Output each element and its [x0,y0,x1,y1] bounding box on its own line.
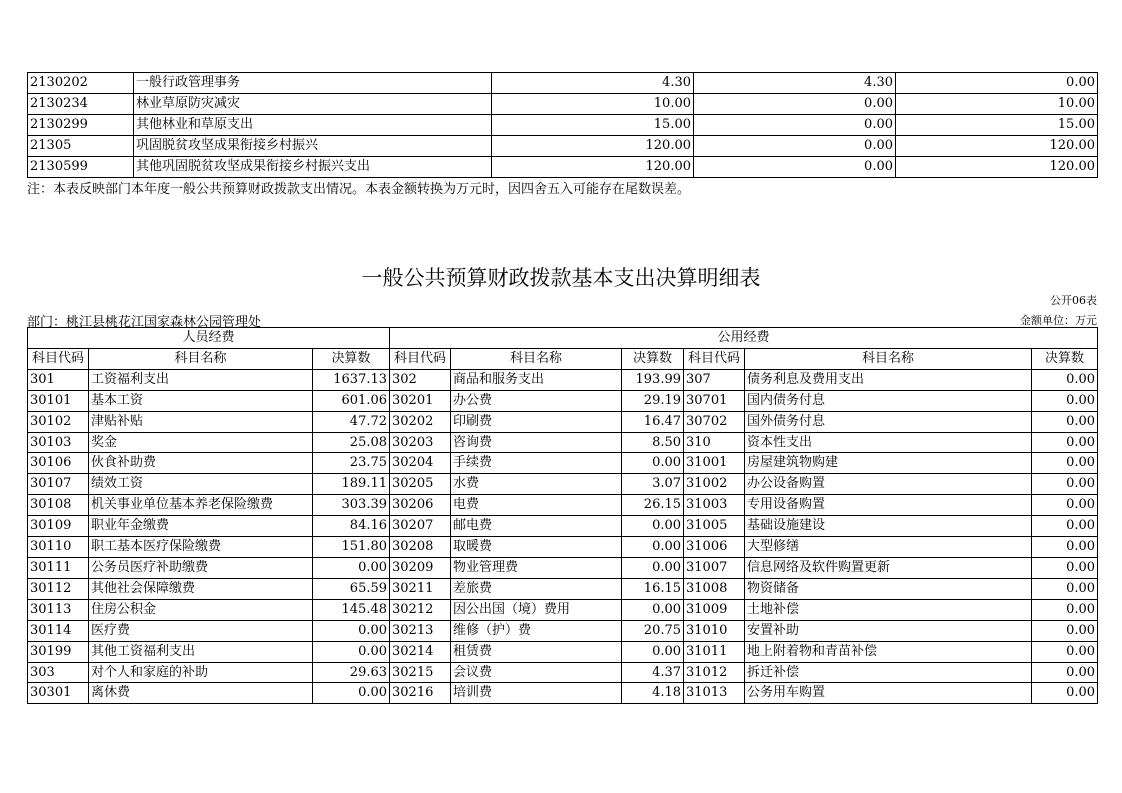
public-name-cell: 土地补偿 [745,599,1032,620]
personnel-amount-cell: 84.16 [313,516,390,537]
public-code-cell: 30209 [390,557,451,578]
public-amount-cell: 16.47 [622,411,684,432]
subject-code-cell: 2130202 [28,73,134,94]
subject-name-cell: 一般行政管理事务 [134,73,492,94]
public-name-cell: 邮电费 [451,516,622,537]
public-name-cell: 差旅费 [451,578,622,599]
public-name-cell: 信息网络及软件购置更新 [745,557,1032,578]
public-code-cell: 31005 [684,516,745,537]
personnel-name-cell: 基本工资 [89,390,313,411]
table-row [28,474,1098,495]
personnel-code-cell: 30111 [28,557,89,578]
subject-code-cell: 2130234 [28,94,134,115]
public-code-cell: 31007 [684,557,745,578]
group-header-row [28,328,1098,349]
table-row [28,557,1098,578]
project-amount-cell: 10.00 [896,94,1098,115]
column-header-name: 科目名称 [89,348,313,369]
public-code-cell: 30214 [390,641,451,662]
public-code-cell: 307 [684,369,745,390]
personnel-name-cell: 住房公积金 [89,599,313,620]
personnel-code-cell: 30107 [28,474,89,495]
public-code-cell: 30702 [684,411,745,432]
personnel-code-cell: 30106 [28,453,89,474]
public-amount-cell: 0.00 [1032,537,1098,558]
personnel-amount-cell: 0.00 [313,683,390,704]
personnel-code-cell: 30301 [28,683,89,704]
public-name-cell: 物资储备 [745,578,1032,599]
public-amount-cell: 0.00 [1032,599,1098,620]
public-amount-cell: 0.00 [622,537,684,558]
public-name-cell: 办公设备购置 [745,474,1032,495]
column-header-code: 科目代码 [390,348,451,369]
column-header-amount: 决算数 [622,348,684,369]
personnel-name-cell: 职工基本医疗保险缴费 [89,537,313,558]
department-label: 部门：桃江县桃花江国家森林公园管理处 [27,315,262,330]
personnel-amount-cell: 25.08 [313,432,390,453]
public-name-cell: 安置补助 [745,620,1032,641]
public-amount-cell: 0.00 [1032,516,1098,537]
personnel-name-cell: 医疗费 [89,620,313,641]
public-code-cell: 30201 [390,390,451,411]
public-code-cell: 30211 [390,578,451,599]
personnel-name-cell: 离休费 [89,683,313,704]
public-code-cell: 30204 [390,453,451,474]
subject-name-cell: 巩固脱贫攻坚成果衔接乡村振兴 [134,136,492,157]
table-row [28,390,1098,411]
public-name-cell: 地上附着物和青苗补偿 [745,641,1032,662]
public-code-cell: 30202 [390,411,451,432]
public-code-cell: 31012 [684,662,745,683]
public-amount-cell: 4.18 [622,683,684,704]
public-amount-cell: 0.00 [1032,474,1098,495]
project-amount-cell: 120.00 [896,136,1098,157]
personnel-amount-cell: 47.72 [313,411,390,432]
table-row [28,453,1098,474]
subject-code-cell: 2130299 [28,115,134,136]
public-code-cell: 31009 [684,599,745,620]
table-row [28,495,1098,516]
public-amount-cell: 16.15 [622,578,684,599]
personnel-code-cell: 30109 [28,516,89,537]
column-header-code: 科目代码 [28,348,89,369]
public-name-cell: 专用设备购置 [745,495,1032,516]
public-name-cell: 债务利息及费用支出 [745,369,1032,390]
public-amount-cell: 0.00 [1032,620,1098,641]
table-row [28,599,1098,620]
public-name-cell: 租赁费 [451,641,622,662]
table-note: 注：本表反映部门本年度一般公共预算财政拨款支出情况。本表金额转换为万元时，因四舍五入可能存在尾数误差。 [27,182,691,197]
public-name-cell: 国外债务付息 [745,411,1032,432]
table-row [28,136,1098,157]
public-amount-cell: 26.15 [622,495,684,516]
personnel-code-cell: 30112 [28,578,89,599]
expenditure-table-continued [27,72,1098,178]
public-name-cell: 拆迁补偿 [745,662,1032,683]
public-name-cell: 商品和服务支出 [451,369,622,390]
personnel-amount-cell: 0.00 [313,557,390,578]
public-name-cell: 公务用车购置 [745,683,1032,704]
table-row [28,157,1098,178]
table-row [28,411,1098,432]
column-header-row [28,348,1098,369]
personnel-amount-cell: 0.00 [313,620,390,641]
personnel-amount-cell: 145.48 [313,599,390,620]
public-name-cell: 办公费 [451,390,622,411]
basic-amount-cell: 0.00 [694,115,896,136]
personnel-code-cell: 30103 [28,432,89,453]
personnel-name-cell: 其他工资福利支出 [89,641,313,662]
public-code-cell: 31011 [684,641,745,662]
group-header-personnel: 人员经费 [28,328,390,349]
public-code-cell: 30208 [390,537,451,558]
public-code-cell: 30206 [390,495,451,516]
public-amount-cell: 0.00 [1032,369,1098,390]
public-amount-cell: 0.00 [622,557,684,578]
personnel-code-cell: 303 [28,662,89,683]
public-code-cell: 31002 [684,474,745,495]
column-header-name: 科目名称 [451,348,622,369]
basic-amount-cell: 0.00 [694,136,896,157]
public-code-cell: 30213 [390,620,451,641]
personnel-name-cell: 绩效工资 [89,474,313,495]
group-header-public: 公用经费 [390,328,1098,349]
public-name-cell: 水费 [451,474,622,495]
project-amount-cell: 120.00 [896,157,1098,178]
public-code-cell: 30207 [390,516,451,537]
public-code-cell: 310 [684,432,745,453]
subject-code-cell: 21305 [28,136,134,157]
public-name-cell: 咨询费 [451,432,622,453]
personnel-amount-cell: 65.59 [313,578,390,599]
personnel-code-cell: 30199 [28,641,89,662]
table-row [28,94,1098,115]
column-header-code: 科目代码 [684,348,745,369]
basic-expenditure-detail-table [27,327,1098,704]
public-amount-cell: 0.00 [622,453,684,474]
public-name-cell: 房屋建筑物购建 [745,453,1032,474]
public-code-cell: 31001 [684,453,745,474]
project-amount-cell: 15.00 [896,115,1098,136]
public-amount-cell: 0.00 [1032,641,1098,662]
table-row [28,641,1098,662]
public-amount-cell: 0.00 [1032,390,1098,411]
personnel-code-cell: 30113 [28,599,89,620]
public-name-cell: 国内债务付息 [745,390,1032,411]
public-amount-cell: 0.00 [622,516,684,537]
public-name-cell: 培训费 [451,683,622,704]
public-amount-cell: 0.00 [622,641,684,662]
subject-name-cell: 林业草原防灾减灾 [134,94,492,115]
public-amount-cell: 8.50 [622,432,684,453]
table-row [28,516,1098,537]
subject-name-cell: 其他巩固脱贫攻坚成果衔接乡村振兴支出 [134,157,492,178]
public-code-cell: 30205 [390,474,451,495]
public-code-cell: 30203 [390,432,451,453]
personnel-code-cell: 30108 [28,495,89,516]
personnel-amount-cell: 601.06 [313,390,390,411]
public-amount-cell: 0.00 [1032,411,1098,432]
public-name-cell: 取暖费 [451,537,622,558]
personnel-name-cell: 对个人和家庭的补助 [89,662,313,683]
subject-code-cell: 2130599 [28,157,134,178]
table-row [28,115,1098,136]
total-amount-cell: 10.00 [492,94,694,115]
personnel-amount-cell: 303.39 [313,495,390,516]
form-number: 公开06表 [1050,294,1097,307]
table-row [28,369,1098,390]
basic-amount-cell: 0.00 [694,157,896,178]
public-amount-cell: 4.37 [622,662,684,683]
public-name-cell: 电费 [451,495,622,516]
total-amount-cell: 4.30 [492,73,694,94]
public-code-cell: 31010 [684,620,745,641]
public-amount-cell: 29.19 [622,390,684,411]
public-amount-cell: 0.00 [1032,683,1098,704]
public-code-cell: 30216 [390,683,451,704]
public-name-cell: 资本性支出 [745,432,1032,453]
total-amount-cell: 120.00 [492,157,694,178]
personnel-amount-cell: 0.00 [313,641,390,662]
table-row [28,683,1098,704]
personnel-code-cell: 301 [28,369,89,390]
public-code-cell: 30212 [390,599,451,620]
personnel-name-cell: 公务员医疗补助缴费 [89,557,313,578]
public-code-cell: 31003 [684,495,745,516]
table-row [28,537,1098,558]
table-row [28,73,1098,94]
personnel-amount-cell: 1637.13 [313,369,390,390]
public-code-cell: 31006 [684,537,745,558]
personnel-amount-cell: 189.11 [313,474,390,495]
public-code-cell: 30701 [684,390,745,411]
public-name-cell: 印刷费 [451,411,622,432]
public-amount-cell: 0.00 [1032,453,1098,474]
amount-unit-label: 金额单位：万元 [1020,314,1097,327]
public-name-cell: 手续费 [451,453,622,474]
personnel-code-cell: 30101 [28,390,89,411]
personnel-name-cell: 伙食补助费 [89,453,313,474]
subject-name-cell: 其他林业和草原支出 [134,115,492,136]
public-code-cell: 31008 [684,578,745,599]
public-code-cell: 302 [390,369,451,390]
column-header-name: 科目名称 [745,348,1032,369]
personnel-name-cell: 其他社会保障缴费 [89,578,313,599]
personnel-amount-cell: 29.63 [313,662,390,683]
public-name-cell: 大型修缮 [745,537,1032,558]
personnel-name-cell: 机关事业单位基本养老保险缴费 [89,495,313,516]
personnel-name-cell: 工资福利支出 [89,369,313,390]
personnel-amount-cell: 23.75 [313,453,390,474]
public-name-cell: 因公出国（境）费用 [451,599,622,620]
public-name-cell: 维修（护）费 [451,620,622,641]
total-amount-cell: 15.00 [492,115,694,136]
personnel-name-cell: 奖金 [89,432,313,453]
public-amount-cell: 0.00 [1032,557,1098,578]
table-row [28,432,1098,453]
public-amount-cell: 0.00 [1032,578,1098,599]
table-row [28,620,1098,641]
public-amount-cell: 193.99 [622,369,684,390]
public-name-cell: 会议费 [451,662,622,683]
public-code-cell: 31013 [684,683,745,704]
total-amount-cell: 120.00 [492,136,694,157]
basic-amount-cell: 4.30 [694,73,896,94]
public-name-cell: 基础设施建设 [745,516,1032,537]
table-row [28,662,1098,683]
public-amount-cell: 0.00 [1032,495,1098,516]
public-amount-cell: 20.75 [622,620,684,641]
personnel-code-cell: 30102 [28,411,89,432]
public-name-cell: 物业管理费 [451,557,622,578]
public-amount-cell: 0.00 [1032,662,1098,683]
personnel-name-cell: 津贴补贴 [89,411,313,432]
personnel-amount-cell: 151.80 [313,537,390,558]
personnel-code-cell: 30110 [28,537,89,558]
public-amount-cell: 3.07 [622,474,684,495]
column-header-amount: 决算数 [1032,348,1098,369]
personnel-code-cell: 30114 [28,620,89,641]
project-amount-cell: 0.00 [896,73,1098,94]
public-code-cell: 30215 [390,662,451,683]
basic-amount-cell: 0.00 [694,94,896,115]
personnel-name-cell: 职业年金缴费 [89,516,313,537]
page-title: 一般公共预算财政拨款基本支出决算明细表 [361,266,761,290]
table-row [28,578,1098,599]
column-header-amount: 决算数 [313,348,390,369]
public-amount-cell: 0.00 [622,599,684,620]
public-amount-cell: 0.00 [1032,432,1098,453]
